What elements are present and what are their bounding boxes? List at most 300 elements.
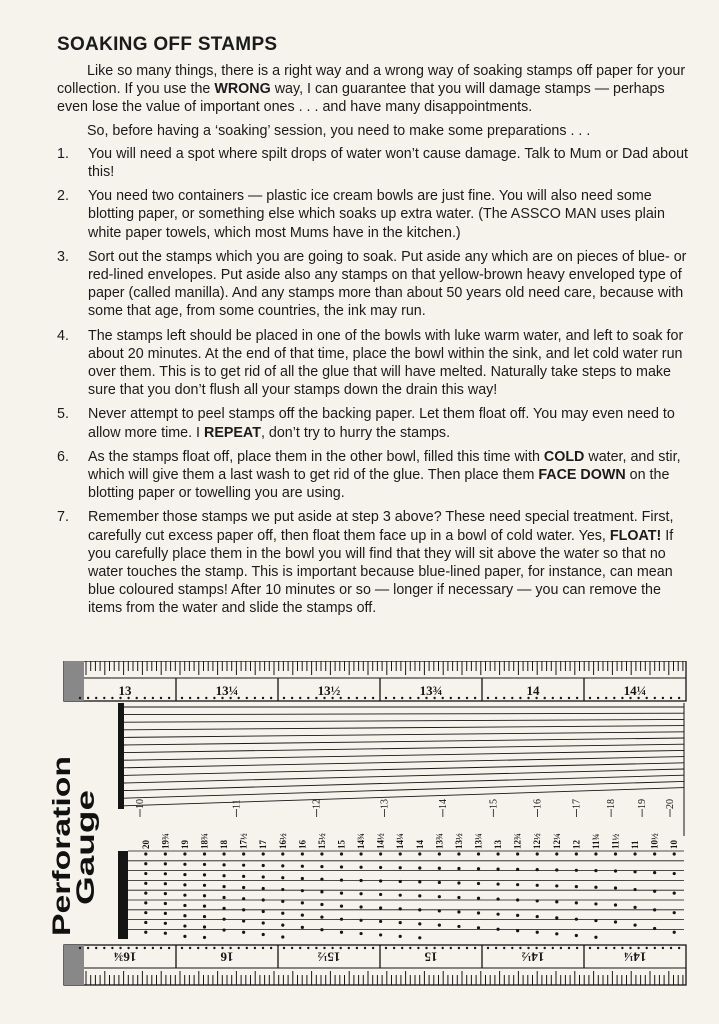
perforation-dot: [144, 911, 147, 914]
ruler-perf-dot: [136, 697, 138, 699]
perforation-dot: [183, 863, 186, 866]
perforation-dot: [477, 897, 480, 900]
dot-row-label: 12¾: [512, 833, 523, 849]
step-text-part: As the stamps float off, place them in the other bowl, filled this time with: [88, 448, 544, 465]
ruler-perf-dot: [466, 697, 468, 699]
dot-row-label: 17½: [238, 833, 249, 849]
perforation-dot: [222, 907, 225, 910]
perforation-dot: [183, 904, 186, 907]
perforation-dot: [575, 869, 578, 872]
step-text: The stamps left should be placed in one of the bowls with luke warm water, and left to soak for about 20 minutes. At the end of that time, place the bowl within the sink, and let cold water run over them. This is to get rid of all the glue that will have melted. Naturally take steps to make sure that you don’t flush all your stamps down the drain this way!: [88, 327, 684, 399]
perforation-dot: [457, 867, 460, 870]
perforation-dot: [340, 865, 343, 868]
perforation-dot: [222, 885, 225, 888]
perforation-dot: [653, 927, 656, 930]
perforation-dot: [653, 908, 656, 911]
perforation-dot: [438, 924, 441, 927]
perforation-dot: [575, 885, 578, 888]
perforation-dot: [183, 935, 186, 938]
ruler-perf-dot: [291, 947, 293, 949]
step-item: [57, 187, 689, 242]
perforation-dot: [203, 863, 206, 866]
perforation-dot: [477, 852, 480, 855]
perforation-dot: [242, 864, 245, 867]
dot-row-label: 16½: [277, 833, 288, 849]
ruler-perf-dot: [589, 947, 591, 949]
ruler-perf-dot: [433, 947, 435, 949]
bottom-ruler-label: 14½: [521, 949, 545, 965]
ruler-perf-dot: [168, 697, 170, 699]
perforation-dot: [164, 862, 167, 865]
perforation-dot: [301, 865, 304, 868]
ruler-perf-dot: [662, 697, 664, 699]
ruler-perf-dot: [111, 697, 113, 699]
ruler-perf-dot: [299, 947, 301, 949]
ruler-perf-dot: [221, 947, 223, 949]
top-ruler-label: 14: [526, 683, 540, 698]
step-text-part: water, and stir, which will give them a last wash to get rid of the glue. Then place them: [88, 448, 681, 484]
line-scale-label: 16: [532, 799, 544, 809]
ruler-perf-dot: [568, 947, 570, 949]
step-text: [88, 509, 673, 616]
dot-row-label: 13¾: [434, 833, 445, 849]
intro-paragraph-1: [57, 62, 689, 117]
perforation-dot: [379, 906, 382, 909]
ruler-perf-dot: [544, 947, 546, 949]
ruler-perf-dot: [417, 947, 419, 949]
perforation-dot: [359, 866, 362, 869]
perforation-dot: [399, 907, 402, 910]
perforation-dot: [281, 852, 284, 855]
perforation-dot: [399, 866, 402, 869]
gauge-converging-line: [124, 744, 684, 752]
perforation-dot: [301, 901, 304, 904]
ruler-perf-dot: [103, 697, 105, 699]
ruler-perf-dot: [331, 947, 333, 949]
ruler-perf-dot: [246, 697, 248, 699]
perforation-dot: [262, 898, 265, 901]
perforation-dot: [555, 916, 558, 919]
ruler-perf-dot: [458, 697, 460, 699]
steps-list: [57, 145, 689, 618]
dot-row-label: 20: [140, 840, 151, 849]
ruler-perf-dot: [511, 947, 513, 949]
ruler-perf-dot: [503, 947, 505, 949]
perforation-dot: [575, 901, 578, 904]
perforation-dot: [457, 881, 460, 884]
perforation-dot: [262, 875, 265, 878]
ruler-perf-dot: [79, 697, 81, 699]
perforation-dot: [301, 926, 304, 929]
perforation-dot: [144, 921, 147, 924]
perforation-dot: [438, 881, 441, 884]
step-text: You will need a spot where spilt drops of water won’t cause damage. Talk to Mum or Dad about this!: [88, 145, 689, 181]
ruler-perf-dot: [356, 947, 358, 949]
intro-text: Like so many things, there is a right way and a wrong way of soaking stamps off paper for your collection. If you use the: [57, 63, 686, 98]
perforation-dot: [262, 864, 265, 867]
ruler-perf-dot: [299, 697, 301, 699]
ruler-perf-dot: [189, 697, 191, 699]
perforation-dot: [262, 910, 265, 913]
ruler-perf-dot: [136, 947, 138, 949]
step-text: Sort out the stamps which you are going to soak. Put aside any which are on pieces of blue- or red-lined envelopes. Put aside also any stamps on that yellow-brown heavy enveloped type of paper (called manilla). And any stamps more than about 50 years old need care, because with some that age, from some countries, the ink may run.: [88, 248, 687, 320]
perforation-dot: [633, 888, 636, 891]
step-text-part: , don’t try to hurry the stamps.: [260, 424, 451, 441]
perforation-dot: [242, 931, 245, 934]
ruler-perf-dot: [576, 697, 578, 699]
ruler-perf-dot: [678, 947, 680, 949]
ruler-perf-dot: [372, 697, 374, 699]
line-scale-label: 18: [606, 799, 618, 809]
emphasis-wrong: WRONG: [214, 81, 271, 98]
perforation-dot: [301, 914, 304, 917]
perforation-dot: [320, 915, 323, 918]
ruler-perf-dot: [144, 947, 146, 949]
perforation-dot: [340, 931, 343, 934]
perforation-dot: [673, 872, 676, 875]
ruler-perf-dot: [246, 947, 248, 949]
ruler-perf-dot: [670, 697, 672, 699]
ruler-perf-dot: [576, 947, 578, 949]
perforation-dot: [496, 928, 499, 931]
step-number: 5.: [57, 406, 69, 423]
perforation-dot: [536, 884, 539, 887]
dot-row-label: 15½: [316, 833, 327, 849]
perforation-dot: [203, 905, 206, 908]
ruler-perf-dot: [466, 947, 468, 949]
perforation-dot: [496, 867, 499, 870]
perforation-dot: [594, 936, 597, 939]
perforation-dot: [496, 913, 499, 916]
ruler-perf-dot: [283, 947, 285, 949]
dot-row-label: 13¼: [473, 833, 484, 849]
perforation-dot: [203, 925, 206, 928]
emphasis-face-down: FACE DOWN: [538, 467, 626, 484]
gauge-title-line-2: Gauge: [72, 827, 100, 905]
perforation-dot: [633, 870, 636, 873]
ruler-perf-dot: [181, 947, 183, 949]
perforation-dot: [418, 866, 421, 869]
perforation-dot: [301, 877, 304, 880]
perforation-dot: [536, 915, 539, 918]
perforation-dot: [477, 911, 480, 914]
dot-row-label: 14¼: [395, 833, 406, 849]
ruler-perf-dot: [95, 697, 97, 699]
ruler-perf-dot: [409, 947, 411, 949]
perforation-dot: [418, 852, 421, 855]
line-scale-label: 11: [231, 799, 243, 809]
ruler-perf-dot: [119, 947, 121, 949]
step-item: [57, 508, 689, 617]
line-scale-edge: [118, 703, 124, 809]
line-scale-label: 20: [665, 799, 676, 809]
perforation-dot: [203, 884, 206, 887]
dot-row-label: 12½: [532, 833, 543, 849]
perforation-dot: [320, 928, 323, 931]
perforation-dot: [555, 852, 558, 855]
step-item: [57, 327, 689, 400]
perforation-dot: [340, 918, 343, 921]
ruler-perf-dot: [637, 947, 639, 949]
perforation-dot: [222, 852, 225, 855]
perforation-dot: [320, 903, 323, 906]
ruler-perf-dot: [527, 947, 529, 949]
perforation-dot: [457, 896, 460, 899]
step-number: 2.: [57, 188, 69, 205]
perforation-dot: [222, 863, 225, 866]
ruler-perf-dot: [95, 947, 97, 949]
perforation-dot: [516, 883, 519, 886]
dot-row-label: 14: [414, 840, 425, 849]
perforation-dot: [301, 852, 304, 855]
dot-row-label: 18¾: [199, 833, 210, 849]
ruler-perf-dot: [605, 697, 607, 699]
gauge-converging-line: [124, 775, 684, 790]
perforation-dot: [594, 852, 597, 855]
ruler-perf-dot: [474, 697, 476, 699]
perforation-dot: [203, 873, 206, 876]
perforation-dot: [379, 893, 382, 896]
dot-row-label: 19¾: [160, 833, 171, 849]
ruler-perf-dot: [503, 697, 505, 699]
ruler-perf-dot: [372, 947, 374, 949]
perforation-dot: [183, 883, 186, 886]
perforation-dot: [614, 852, 617, 855]
top-ruler-label: 13: [118, 683, 132, 698]
dot-row-label: 11½: [610, 833, 621, 849]
perforation-dot: [673, 892, 676, 895]
ruler-perf-dot: [197, 947, 199, 949]
dot-row-label: 11¾: [590, 833, 601, 849]
perforation-dot: [536, 852, 539, 855]
perforation-dot: [633, 924, 636, 927]
ruler-perf-dot: [356, 697, 358, 699]
dot-row-label: 11: [630, 840, 641, 849]
perforation-dot: [144, 852, 147, 855]
dot-row-label: 15: [336, 840, 347, 849]
perforation-dot: [222, 874, 225, 877]
perforation-dot: [594, 869, 597, 872]
gauge-converging-line: [124, 713, 684, 714]
intro-paragraph-2: So, before having a ‘soaking’ session, you need to make some preparations . . .: [87, 122, 591, 139]
perforation-dot: [536, 931, 539, 934]
ruler-perf-dot: [597, 947, 599, 949]
ruler-perf-dot: [535, 947, 537, 949]
ruler-perf-dot: [348, 697, 350, 699]
perforation-dot: [555, 868, 558, 871]
perforation-dot: [222, 896, 225, 899]
perforation-dot: [242, 897, 245, 900]
ruler-perf-dot: [189, 947, 191, 949]
perforation-dot: [320, 865, 323, 868]
perforation-dot: [575, 918, 578, 921]
dot-row-label: 16: [297, 840, 308, 849]
dot-row-label: 14½: [375, 833, 386, 849]
step-text: You need two containers — plastic ice cream bowls are just fine. You will also need some blotting paper, or something else which soaks up extra water. (The ASSCO MAN uses plain white paper towels, which most Mums have in the kitchen.): [88, 188, 665, 241]
perforation-dot: [203, 936, 206, 939]
perforation-dot: [438, 867, 441, 870]
ruler-perf-dot: [87, 697, 89, 699]
perforation-dot: [281, 924, 284, 927]
step-number: 7.: [57, 509, 69, 526]
ruler-perf-dot: [160, 947, 162, 949]
gauge-converging-line: [124, 719, 684, 722]
perforation-dot: [183, 894, 186, 897]
top-ruler-label: 13½: [317, 683, 341, 698]
perforation-dot: [457, 910, 460, 913]
perforation-dot: [242, 852, 245, 855]
perforation-dot: [477, 867, 480, 870]
ruler-perf-dot: [348, 947, 350, 949]
perforation-dot: [320, 878, 323, 881]
ruler-perf-dot: [323, 947, 325, 949]
ruler-perf-dot: [552, 947, 554, 949]
ruler-perf-dot: [450, 697, 452, 699]
perforation-dot: [418, 880, 421, 883]
perforation-dot: [379, 933, 382, 936]
dot-row-label: 19: [179, 840, 190, 849]
perforation-dot: [516, 914, 519, 917]
ruler-perf-dot: [629, 947, 631, 949]
ruler-perf-dot: [409, 697, 411, 699]
gauge-drawing: [56, 661, 688, 1001]
ruler-perf-dot: [181, 697, 183, 699]
perforation-dot: [281, 876, 284, 879]
ruler-perf-dot: [487, 947, 489, 949]
ruler-perf-dot: [605, 947, 607, 949]
perforation-dot: [418, 908, 421, 911]
ruler-perf-dot: [270, 697, 272, 699]
gauge-converging-line: [124, 769, 684, 783]
bottom-ruler-end: [64, 945, 84, 985]
ruler-perf-dot: [291, 697, 293, 699]
perforation-dot: [222, 928, 225, 931]
ruler-perf-dot: [393, 947, 395, 949]
ruler-perf-dot: [205, 947, 207, 949]
line-scale-label: 10: [135, 799, 146, 809]
perforation-dot: [633, 852, 636, 855]
article-body: [57, 62, 689, 624]
top-ruler-label: 14¼: [623, 683, 647, 698]
ruler-perf-dot: [340, 947, 342, 949]
ruler-perf-dot: [144, 697, 146, 699]
perforation-dot: [164, 922, 167, 925]
bottom-ruler-label: 16: [220, 949, 234, 965]
dot-row-label: 10: [669, 840, 680, 849]
dot-row-label: 17: [258, 840, 269, 849]
perforation-dot: [340, 852, 343, 855]
ruler-perf-dot: [229, 947, 231, 949]
ruler-perf-dot: [168, 947, 170, 949]
dot-row-label: 14¾: [356, 833, 367, 849]
perforation-dot: [242, 875, 245, 878]
perforation-dot: [359, 905, 362, 908]
ruler-perf-dot: [364, 947, 366, 949]
perforation-dot: [183, 873, 186, 876]
perforation-dot: [457, 852, 460, 855]
ruler-perf-dot: [205, 697, 207, 699]
step-number: 6.: [57, 448, 69, 465]
gauge-converging-line: [124, 788, 684, 806]
ruler-perf-dot: [560, 947, 562, 949]
perforation-dot: [379, 920, 382, 923]
page-title: SOAKING OFF STAMPS: [57, 34, 278, 55]
emphasis-cold: COLD: [543, 448, 585, 465]
perforation-dot: [340, 878, 343, 881]
ruler-perf-dot: [385, 947, 387, 949]
dot-section-edge: [118, 851, 128, 939]
perforation-dot: [281, 912, 284, 915]
ruler-perf-dot: [613, 947, 615, 949]
perforation-dot: [653, 871, 656, 874]
top-ruler-end: [64, 661, 84, 701]
perforation-dot: [399, 852, 402, 855]
top-ruler-label: 13¼: [215, 683, 239, 698]
ruler-perf-dot: [519, 947, 521, 949]
ruler-perf-dot: [654, 947, 656, 949]
perforation-dot: [144, 892, 147, 895]
perforation-dot: [438, 909, 441, 912]
ruler-perf-dot: [401, 947, 403, 949]
top-ruler-frame: [64, 661, 686, 701]
ruler-perf-dot: [487, 697, 489, 699]
perforation-dot: [614, 903, 617, 906]
step-item: [57, 448, 689, 503]
ruler-perf-dot: [283, 697, 285, 699]
perforation-dot: [164, 892, 167, 895]
ruler-perf-dot: [307, 947, 309, 949]
dot-row-label: 12: [571, 840, 582, 849]
perforation-dot: [536, 899, 539, 902]
perforation-dot: [575, 852, 578, 855]
ruler-perf-dot: [152, 947, 154, 949]
perforation-dot: [164, 902, 167, 905]
ruler-perf-dot: [270, 947, 272, 949]
line-scale-label: 19: [637, 799, 649, 809]
perforation-dot: [496, 852, 499, 855]
step-number: 4.: [57, 327, 69, 344]
intro-text: way, I can guarantee that you will damage stamps — perhaps even lose the value of important ones . . . and have many disappointments.: [57, 81, 665, 116]
step-text: [88, 406, 675, 440]
ruler-perf-dot: [262, 947, 264, 949]
perforation-dot: [614, 869, 617, 872]
ruler-perf-dot: [589, 697, 591, 699]
ruler-perf-dot: [213, 947, 215, 949]
perforation-dot: [594, 919, 597, 922]
perforation-dot: [673, 911, 676, 914]
bottom-ruler-label: 16¾: [113, 949, 137, 965]
ruler-perf-dot: [613, 697, 615, 699]
perforation-dot: [203, 915, 206, 918]
ruler-perf-dot: [495, 947, 497, 949]
perforation-dot: [438, 895, 441, 898]
perforation-dot: [477, 882, 480, 885]
perforation-dot: [496, 898, 499, 901]
perforation-dot: [399, 935, 402, 938]
line-scale-label: 17: [571, 799, 583, 809]
ruler-perf-dot: [654, 697, 656, 699]
perforation-dot: [242, 919, 245, 922]
perforation-dot: [379, 852, 382, 855]
ruler-perf-dot: [152, 697, 154, 699]
ruler-perf-dot: [160, 697, 162, 699]
ruler-perf-dot: [315, 947, 317, 949]
perforation-dot: [183, 852, 186, 855]
perforation-dot: [614, 920, 617, 923]
perforation-dot: [399, 880, 402, 883]
ruler-perf-dot: [238, 947, 240, 949]
line-scale-label: 14: [437, 799, 449, 809]
